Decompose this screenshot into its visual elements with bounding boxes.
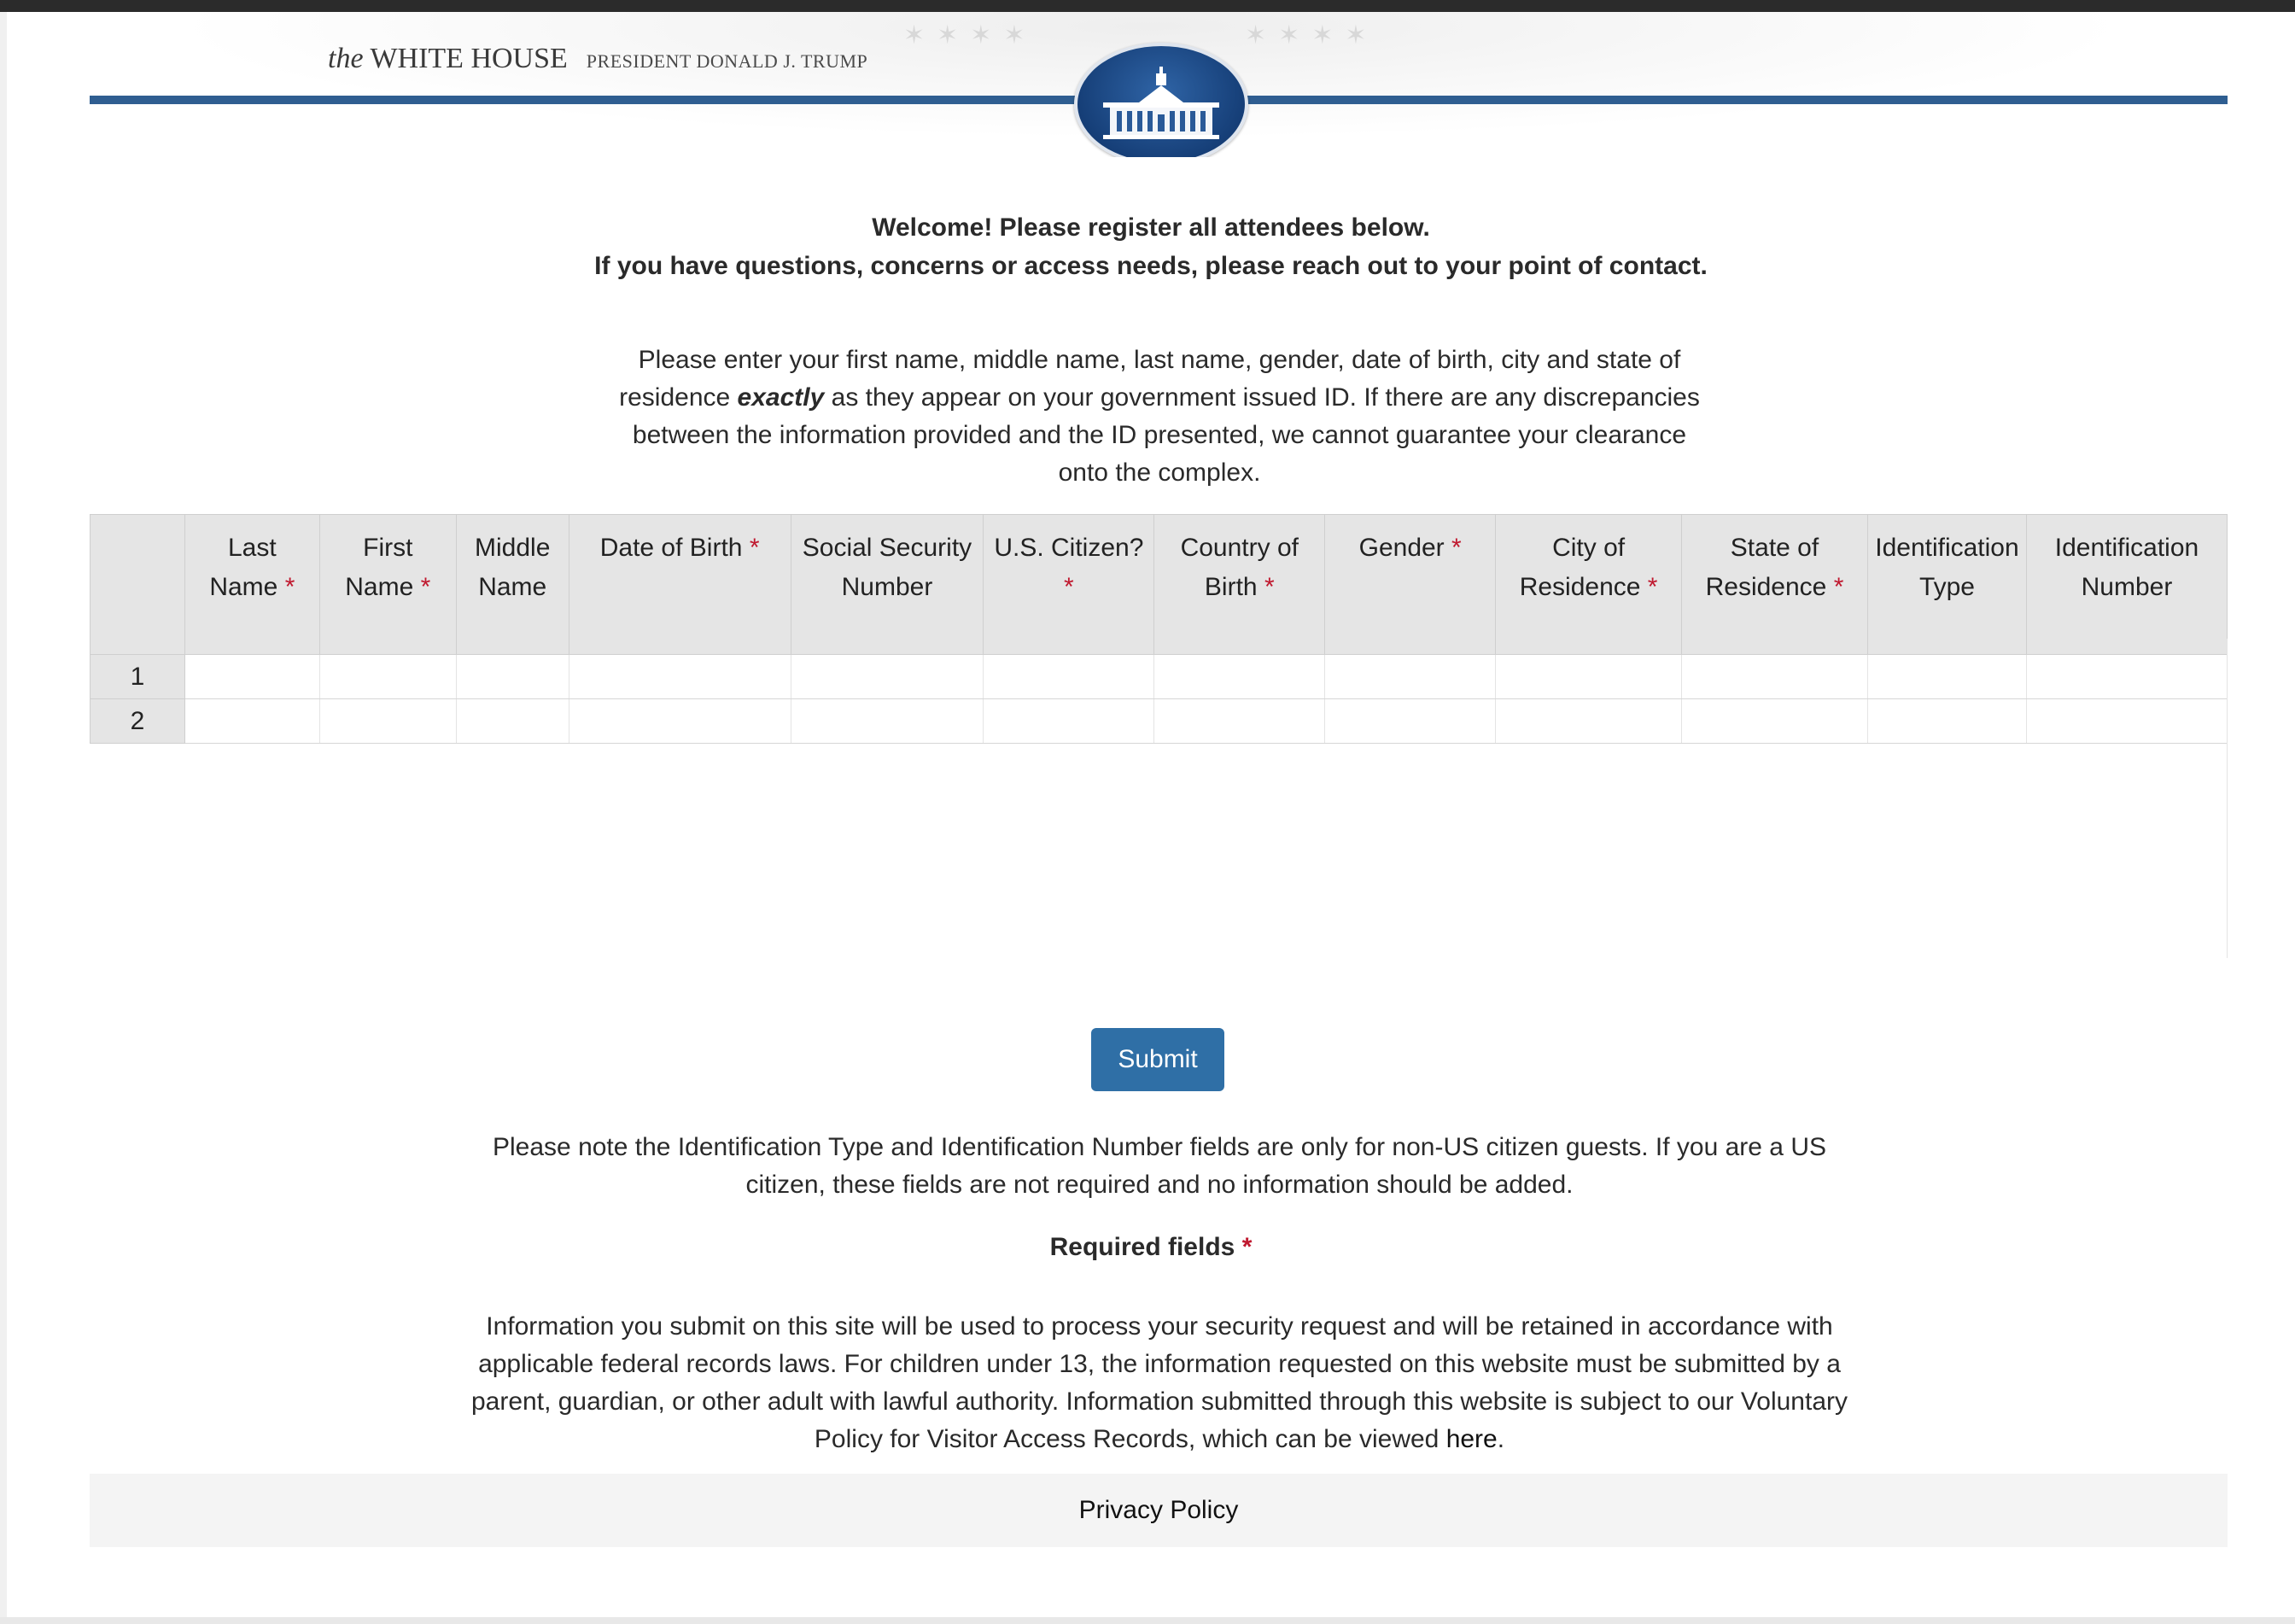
column-header-city-of-residence[interactable]	[1496, 515, 1682, 655]
column-header-text: U.S. Citizen?	[994, 534, 1144, 562]
brand-prefix: the	[328, 43, 364, 74]
row-number[interactable]: 2	[91, 699, 185, 744]
required-marker: *	[1833, 573, 1844, 601]
star-icon: ✶✶✶✶	[1245, 21, 1379, 50]
grid-cell-last-name[interactable]	[184, 699, 319, 744]
required-marker: *	[1451, 534, 1462, 562]
instructions-part2: as they appear on your government issued ID. If there are any discrepancies between the information provided and the ID presented, we cannot guarantee your clearance onto the complex.	[632, 383, 1700, 487]
grid-cell-gender[interactable]	[1325, 699, 1496, 744]
attendee-grid	[90, 514, 2228, 958]
privacy-policy-link[interactable]: Privacy Policy	[1078, 1496, 1239, 1524]
row-number[interactable]: 1	[91, 655, 185, 699]
welcome-line: Welcome! Please register all attendees below.	[872, 213, 1430, 242]
grid-cell-date-of-birth[interactable]	[569, 655, 791, 699]
window-top-bar	[0, 0, 2295, 12]
required-marker: *	[1241, 1233, 1253, 1261]
attendee-table	[90, 514, 2228, 744]
brand-title: WHITE HOUSE	[370, 43, 568, 74]
column-header-text: Identification	[1875, 534, 2019, 562]
column-header-text: Social Security	[802, 534, 972, 562]
grid-cell-identification-type[interactable]	[1867, 655, 2026, 699]
white-house-seal-icon	[1074, 43, 1248, 157]
column-header-text: Number	[2081, 573, 2173, 601]
required-marker: *	[1064, 573, 1074, 601]
grid-cell-country-of-birth[interactable]	[1154, 655, 1325, 699]
column-header-text: First	[363, 534, 413, 562]
privacy-notice	[442, 1308, 1877, 1458]
grid-cell-us-citizen[interactable]	[984, 699, 1154, 744]
column-header-text: Name	[478, 573, 547, 601]
column-header-text: Residence	[1519, 573, 1641, 601]
column-header-gender[interactable]	[1325, 515, 1496, 655]
required-marker: *	[749, 534, 760, 562]
column-header-ssn[interactable]	[791, 515, 984, 655]
column-header-text: Residence	[1705, 573, 1827, 601]
column-header-text: Gender	[1358, 534, 1445, 562]
grid-cell-middle-name[interactable]	[456, 655, 569, 699]
column-header-text: Number	[841, 573, 933, 601]
welcome-message	[7, 208, 2295, 285]
grid-cell-state-of-residence[interactable]	[1682, 655, 1868, 699]
privacy-notice-end: .	[1497, 1425, 1505, 1453]
column-header-text: Birth	[1204, 573, 1258, 601]
required-marker: *	[284, 573, 295, 601]
grid-cell-first-name[interactable]	[319, 655, 456, 699]
column-header-identification-type[interactable]	[1867, 515, 2026, 655]
column-header-country-of-birth[interactable]	[1154, 515, 1325, 655]
privacy-notice-text: Information you submit on this site will be used to process your security request and will be retained in accordance with applicable federal records laws. For children under 13, the information requested on this website must be submitted by a parent, guardian, or other adult with lawful authority. Information submitted through this website is subject to our Voluntary Policy for Visitor Access Records, which can be viewed	[471, 1312, 1848, 1453]
page	[7, 12, 2295, 1617]
column-header-identification-number[interactable]	[2026, 515, 2227, 655]
header-row	[91, 515, 2228, 655]
column-header-state-of-residence[interactable]	[1682, 515, 1868, 655]
column-header-middle-name[interactable]	[456, 515, 569, 655]
grid-cell-identification-number[interactable]	[2026, 655, 2227, 699]
grid-cell-ssn[interactable]	[791, 655, 984, 699]
grid-cell-city-of-residence[interactable]	[1496, 699, 1682, 744]
required-fields-legend	[7, 1233, 2295, 1262]
column-header-text: City of	[1552, 534, 1626, 562]
contact-line: If you have questions, concerns or access needs, please reach out to your point of contact.	[594, 252, 1708, 280]
column-header-text: State of	[1730, 534, 1819, 562]
required-fields-label: Required fields	[1049, 1233, 1235, 1261]
grid-cell-gender[interactable]	[1325, 655, 1496, 699]
brand-name	[328, 43, 568, 75]
column-header-last-name[interactable]	[184, 515, 319, 655]
corner-cell	[91, 515, 185, 655]
site-brand[interactable]	[328, 43, 867, 85]
grid-cell-middle-name[interactable]	[456, 699, 569, 744]
grid-cell-first-name[interactable]	[319, 699, 456, 744]
star-icon: ✶✶✶✶	[903, 21, 1037, 50]
column-header-text: Identification	[2054, 534, 2199, 562]
required-marker: *	[1264, 573, 1275, 601]
column-header-first-name[interactable]	[319, 515, 456, 655]
required-marker: *	[420, 573, 431, 601]
grid-cell-state-of-residence[interactable]	[1682, 699, 1868, 744]
column-header-date-of-birth[interactable]	[569, 515, 791, 655]
window-bottom-edge	[0, 1617, 2295, 1624]
column-header-text: Last	[228, 534, 277, 562]
brand-subtitle: PRESIDENT DONALD J. TRUMP	[586, 50, 868, 72]
column-header-text: Type	[1918, 573, 1975, 601]
site-footer	[90, 1474, 2228, 1547]
grid-cell-identification-type[interactable]	[1867, 699, 2026, 744]
site-header	[7, 12, 2295, 157]
grid-right-border	[2227, 639, 2228, 958]
instructions-emphasis: exactly	[737, 383, 825, 412]
white-house-building-icon	[1077, 46, 1245, 157]
grid-cell-us-citizen[interactable]	[984, 655, 1154, 699]
column-header-text: Name	[345, 573, 414, 601]
table-row	[91, 699, 2228, 744]
grid-cell-ssn[interactable]	[791, 699, 984, 744]
instructions-text	[604, 342, 1714, 492]
table-row	[91, 655, 2228, 699]
column-header-text: Date of Birth	[599, 534, 743, 562]
grid-cell-last-name[interactable]	[184, 655, 319, 699]
grid-cell-city-of-residence[interactable]	[1496, 655, 1682, 699]
column-header-text: Name	[209, 573, 278, 601]
grid-cell-country-of-birth[interactable]	[1154, 699, 1325, 744]
submit-button[interactable]: Submit	[1091, 1028, 1224, 1091]
identification-note: Please note the Identification Type and Identification Number fields are only for non-US citizen guests. If you are a US citizen, these fields are not required and no information should be added.	[493, 1133, 1826, 1199]
column-header-text: Middle	[475, 534, 551, 562]
grid-cell-identification-number[interactable]	[2026, 699, 2227, 744]
instructions-part1: Please enter your first name, middle name, last name, gender, date of birth, city and state of residence	[619, 346, 1681, 412]
column-header-text: Country of	[1180, 534, 1299, 562]
grid-cell-date-of-birth[interactable]	[569, 699, 791, 744]
column-header-us-citizen[interactable]	[984, 515, 1154, 655]
visitor-policy-link[interactable]: here	[1445, 1425, 1498, 1453]
required-marker: *	[1647, 573, 1658, 601]
